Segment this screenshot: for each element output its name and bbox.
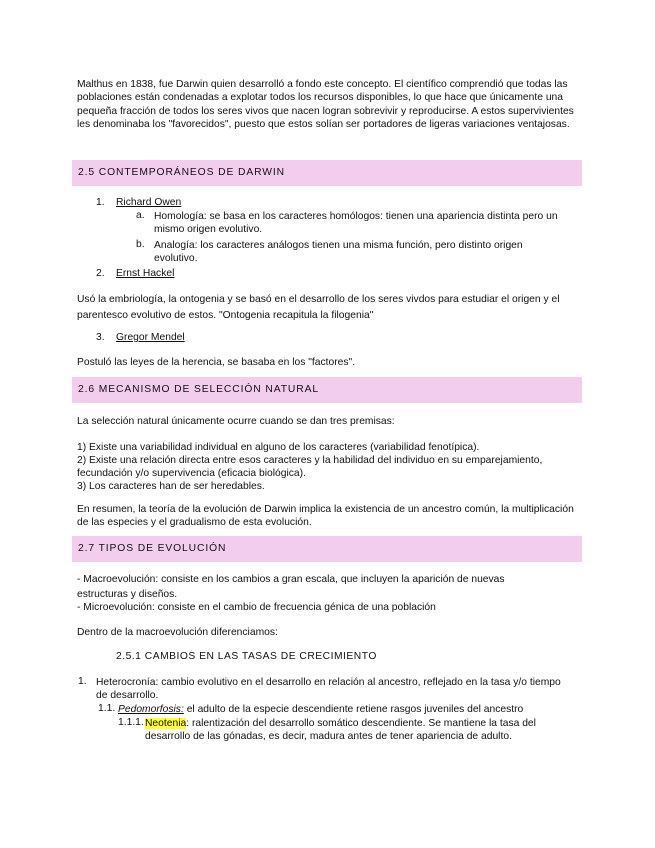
list-letter: a. — [136, 210, 145, 221]
neoteny-line — [145, 717, 565, 744]
pedomorphosis-term: Pedomorfosis: — [118, 704, 184, 715]
mendel-paragraph: Postuló las leyes de la herencia, se basaba en los "factores". — [77, 357, 356, 368]
list-letter: b. — [136, 239, 145, 250]
contemporary-name: Gregor Mendel — [116, 332, 185, 343]
list-number: 3. — [96, 332, 105, 343]
neoteny-text: : ralentización del desarrollo somático descendiente. Se mantiene la tasa del desarrollo de las gónadas, es decir, madura antes de tener apariencia de adulto. — [145, 718, 536, 743]
section-heading-2-5 — [72, 160, 582, 186]
analogy-text: Analogía: los caracteres análogos tienen una misma función, pero distinto origen evolutivo. — [154, 240, 523, 265]
pedomorphosis-line — [118, 703, 558, 716]
homology-text: Homología: se basa en los caracteres homólogos: tienen una apariencia distinta pero un mismo origen evolutivo. — [154, 211, 558, 236]
heterochrony-text: Heterocronía: cambio evolutivo en el desarrollo en relación al ancestro, reflejado en la tasa y/o tiempo de desarrollo. — [96, 677, 561, 702]
contemporary-name: Richard Owen — [116, 197, 182, 208]
section-title: 2.7 TIPOS DE EVOLUCIÓN — [78, 543, 227, 554]
haeckel-paragraph: Usó la embriología, la ontogenia y se basó en el desarrollo de los seres vivdos para estudiar el origen y el parentesco evolutivo de estos. "Ontogenia recapitula la filogenia" — [77, 294, 560, 321]
contemporary-name: Ernst Hackel — [116, 268, 175, 279]
list-number: 1.1.1. — [118, 717, 144, 728]
neoteny-term: Neotenia — [145, 718, 187, 729]
selection-intro: La selección natural únicamente ocurre cuando se dan tres premisas: — [77, 416, 395, 427]
microevolution-text: - Microevolución: consiste en el cambio de frecuencia génica de una población — [77, 602, 436, 613]
premise-2: 2) Existe una relación directa entre esos caracteres y la habilidad del individuo en su emparejamiento, fecundación y/o supervivencia (eficacia biológica). — [77, 455, 543, 480]
intro-paragraph: Malthus en 1838, fue Darwin quien desarrolló a fondo este concepto. El científico comprendió que todas las poblaciones están condenadas a explotar todos los recursos disponibles, lo que hace que únicamente una pequeña fracción de todos los seres vivos que nacen logran sobrevivir y reproducirse. A estos supervivientes les denominaba los "favorecidos", puesto que estos solían ser portadores de ligeras variaciones ventajosas. — [77, 79, 574, 131]
macroevolution-text: - Macroevolución: consiste en los cambios a gran escala, que incluyen la aparición de nuevas estructuras y diseños. — [77, 574, 505, 600]
within-macro-text: Dentro de la macroevolución diferenciamos: — [77, 627, 278, 638]
section-title: 2.6 MECANISMO DE SELECCIÓN NATURAL — [78, 384, 319, 395]
list-number: 2. — [96, 268, 105, 279]
section-heading-2-6 — [72, 377, 582, 403]
summary-paragraph: En resumen, la teoría de la evolución de Darwin implica la existencia de un ancestro común, la multiplicación de las especies y el gradualismo de esta evolución. — [77, 504, 574, 529]
subsection-heading: 2.5.1 CAMBIOS EN LAS TASAS DE CRECIMIENTO — [116, 651, 377, 662]
list-number: 1. — [78, 676, 87, 687]
pedomorphosis-text: el adulto de la especie descendiente retiene rasgos juveniles del ancestro — [183, 704, 524, 715]
list-number: 1.1. — [98, 703, 116, 714]
section-heading-2-7 — [72, 536, 582, 562]
section-title: 2.5 CONTEMPORÁNEOS DE DARWIN — [78, 167, 285, 178]
premise-3: 3) Los caracteres han de ser heredables. — [77, 481, 265, 492]
premise-1: 1) Existe una variabilidad individual en alguno de los caracteres (variabilidad fenotípica). — [77, 442, 480, 453]
list-number: 1. — [96, 197, 105, 208]
